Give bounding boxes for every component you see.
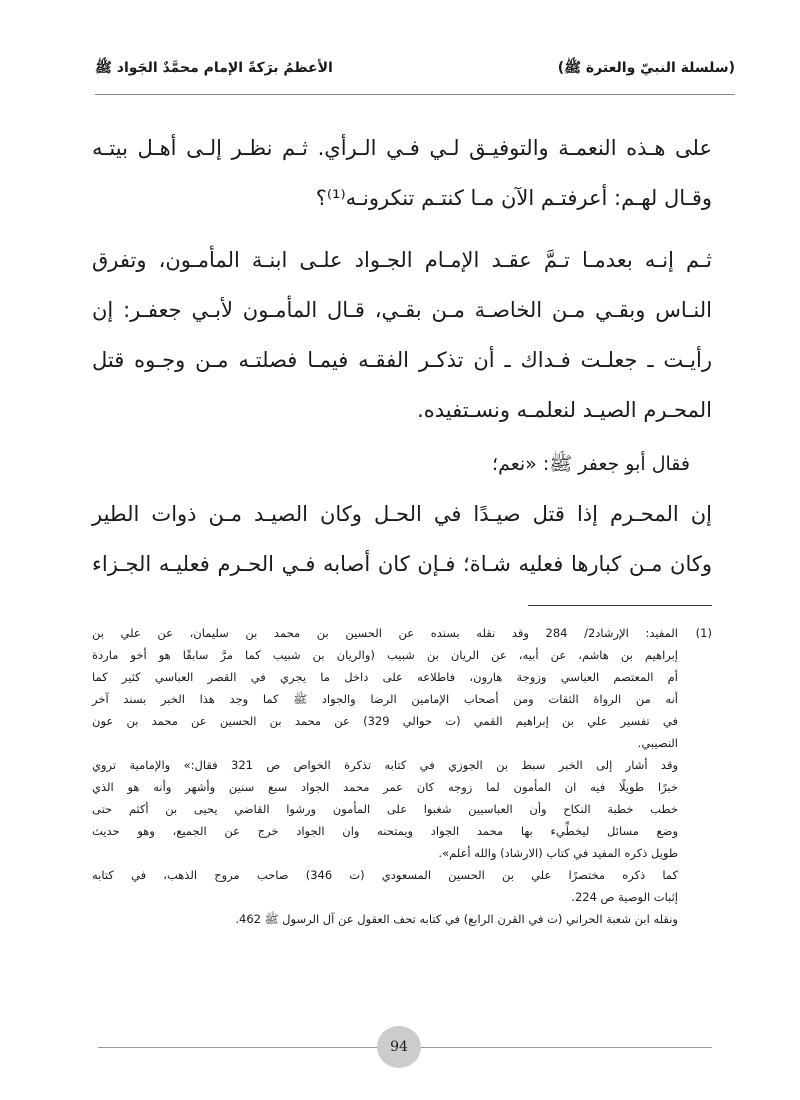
footnote-first-line (92, 622, 712, 644)
body-line: إن المحـرم إذا قتل صيـدًا في الحـل وكان الصيـد مـن ذوات الطير (92, 502, 712, 526)
footnote-line: النصيبي. (637, 736, 678, 750)
footnote-line: وضع مسائل ليخطِّيء بها محمد الجواد ويمتحنه وان الجواد خرج عن الجميع، وهو حديث (92, 824, 678, 838)
footnote-divider (528, 605, 712, 606)
body-line: النـاس وبقـي مـن الخاصـة مـن بقـي، قـال المأمـون لأبـي جعفـر: إن (92, 298, 712, 322)
header-divider (95, 94, 735, 95)
body-line: ثـم إنـه بعدمـا تـمَّ عقـد الإمـام الجـواد علـى ابنـة المأمـون، وتفرق (92, 248, 712, 272)
body-line: المحـرم الصيـد لنعلمـه ونسـتفيده. (417, 398, 712, 422)
footnote-line: وقد أشار إلى الخبر سبط بن الجوزي في كتابه تذكرة الخواص ص 321 فقال:» والإمامية تروي (92, 758, 679, 772)
page-number: 94 (377, 1026, 421, 1068)
footnote-line: في تفسير علي بن إبراهيم القمي (ت حوالي 329) عن محمد بن الحسين عن محمد بن عون (92, 714, 678, 728)
footnote-number: (1) (695, 626, 712, 640)
footnote-line: خطب خطبة النكاح وأن العباسيين شغبوا على المأمون ورشوا القاضي يحيى بن أكثم حتى (92, 802, 678, 816)
footnote-line: كما ذكره مختصرًا علي بن الحسين المسعودي (ت 346) صاحب مروج الذهب، في كتابه (92, 868, 678, 882)
body-line: وكان مـن كبارها فعليه شـاة؛ فـإن كان أصابه فـي الحـرم فعليـه الجـزاء (92, 552, 712, 576)
body-line: على هـذه النعمـة والتوفيـق لـي فـي الـرأي. ثـم نظـر إلـى أهـل بيتـه (92, 136, 712, 160)
running-header (95, 55, 735, 85)
footnote-line: أم المعتصم العباسي وزوجة هارون، فاطلاعه على داخل ما يجري في القصر العباسي كثير كما (92, 670, 678, 684)
footnote-line: أنه من الرواة الثقات ومن أصحاب الإمامين الرضا والجواد ﷺ كما وجد هذا الخبر بسند آخر (92, 692, 678, 706)
footnote-line: المفيد: الإرشاد2/ 284 وقد نقله بسنده عن الحسين بن محمد بن سليمان، عن علي بن (92, 626, 678, 640)
footnote-line: إبراهيم بن هاشم، عن أبيه، عن الريان بن شبيب (والريان بن شبيب كما مرَّ سابقًا هو أخو ماردة (92, 648, 678, 662)
body-line: رأيـت ـ جعلـت فـداك ـ أن تذكـر الفقـه فيمـا فصلتـه مـن وجـوه قتل (92, 348, 712, 372)
series-title: (سلسلة النبيّ والعترة ﷺ) (557, 60, 735, 76)
footnote-line: ونقله ابن شعبة الحراني (ت في القرن الرابع) في كتابه تحف العقول عن آل الرسول ﷺ 462. (235, 912, 678, 926)
body-line: وقـال لهـم: أعرفتـم الآن مـا كنتـم تنكرونـه⁽¹⁾؟ (315, 186, 712, 210)
footer-rule-right (420, 1047, 712, 1048)
book-title: الأعظمُ برَكةً الإمام محمَّدٌ الجَواد ﷺ (95, 60, 333, 76)
footnotes (92, 622, 712, 930)
quote-intro: فقال أبو جعفر ﷺ: «نعم؛ (492, 453, 690, 475)
footnote-line: خبرًا طويلًا فيه ان المأمون لما زوجه كان عمر محمد الجواد سبع سنين وأشهر وأنه هو الذي (92, 780, 678, 794)
footnote-line: إثبات الوصية ص 224. (571, 890, 678, 904)
footnote-line: طويل ذكره المفيد في كتاب (الارشاد) والله أعلم». (438, 846, 678, 860)
body-text (92, 128, 712, 594)
footer-rule-left (98, 1047, 378, 1048)
